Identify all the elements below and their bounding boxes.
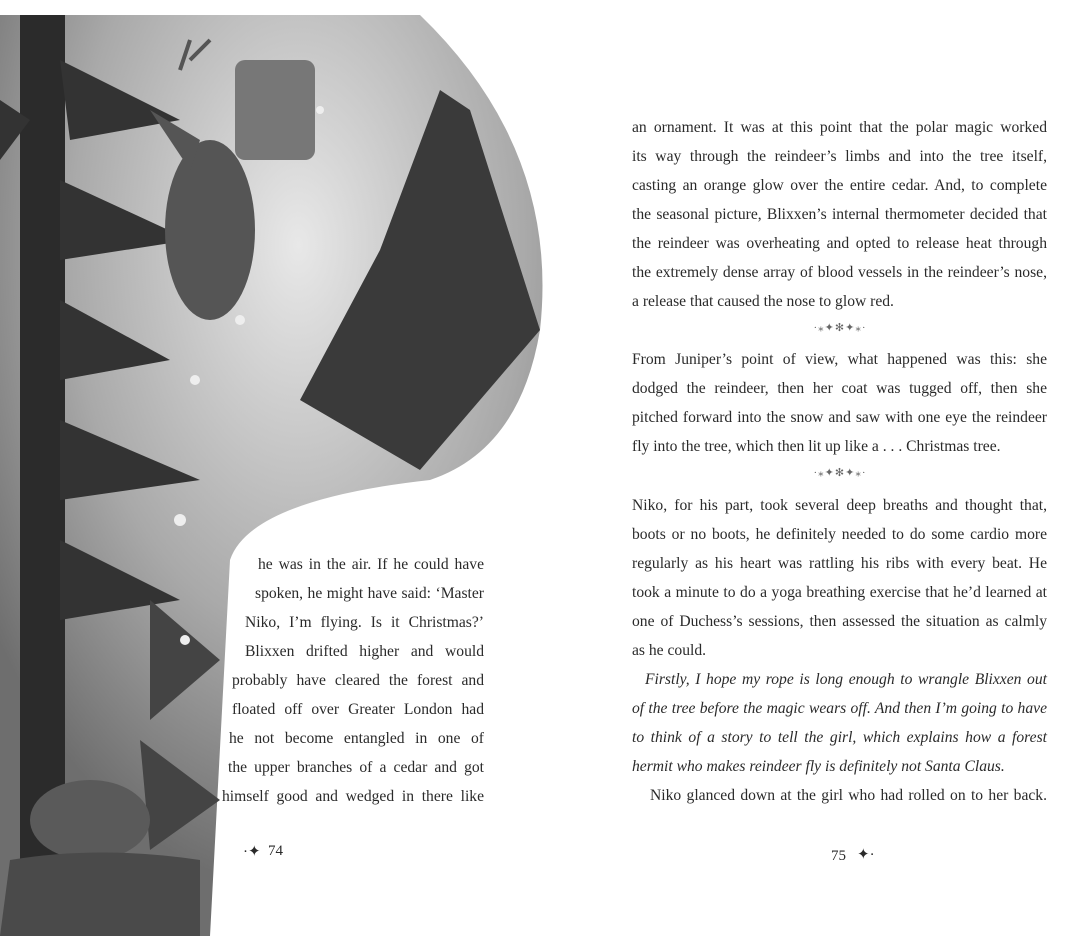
- text-line: its way through the reindeer’s limbs and into the tree itself,: [632, 148, 1047, 165]
- text-line: a release that caused the nose to glow red.: [632, 293, 894, 310]
- star-ornament-icon: ·✦: [243, 844, 261, 860]
- text-line: he not become entangled in one of: [229, 730, 484, 747]
- text-line: boots or no boots, he definitely needed to do some cardio more: [632, 526, 1047, 543]
- text-line: one of Duchess’s sessions, then assessed the situation as calmly: [632, 613, 1047, 630]
- text-line: Blixxen drifted higher and would: [245, 643, 484, 660]
- text-line-italic: hermit who makes reindeer fly is definitely not Santa Claus.: [632, 758, 1005, 775]
- text-line: pitched forward into the snow and saw with one eye the reindeer: [632, 409, 1047, 426]
- text-line: fly into the tree, which then lit up like a . . . Christmas tree.: [632, 438, 1001, 455]
- section-break-ornament: ·⁎✦✻✦⁎·: [813, 322, 867, 334]
- text-line: the reindeer was overheating and opted to release heat through: [632, 235, 1047, 252]
- star-ornament-icon: ✦·: [857, 847, 875, 863]
- text-line: dodged the reindeer, then her coat was tugged off, then she: [632, 380, 1047, 397]
- text-line-italic: to think of a story to tell the girl, which explains how a forest: [632, 729, 1047, 746]
- text-line: floated off over Greater London had: [232, 701, 484, 718]
- section-break-ornament: ·⁎✦✻✦⁎·: [813, 467, 867, 479]
- text-line: Niko glanced down at the girl who had rolled on to her back.: [650, 787, 1047, 804]
- text-line: took a minute to do a yoga breathing exercise that he’d learned at: [632, 584, 1047, 601]
- text-line: Niko, I’m flying. Is it Christmas?’: [245, 614, 484, 631]
- text-line: probably have cleared the forest and: [232, 672, 484, 689]
- text-line-italic: Firstly, I hope my rope is long enough to wrangle Blixxen out: [645, 671, 1047, 688]
- text-line: the extremely dense array of blood vessels in the reindeer’s nose,: [632, 264, 1047, 281]
- text-line: spoken, he might have said: ‘Master: [255, 585, 484, 602]
- text-line: casting an orange glow over the entire cedar. And, to complete: [632, 177, 1047, 194]
- text-line: Niko, for his part, took several deep breaths and thought that,: [632, 497, 1047, 514]
- text-line: he was in the air. If he could have: [258, 556, 484, 573]
- page-number: 75: [831, 848, 846, 864]
- text-line-italic: of the tree before the magic wears off. And then I’m going to have: [632, 700, 1047, 717]
- text-line: himself good and wedged in there like: [222, 788, 484, 805]
- text-line: the seasonal picture, Blixxen’s internal thermometer decided that: [632, 206, 1047, 223]
- text-line: From Juniper’s point of view, what happened was this: she: [632, 351, 1047, 368]
- text-line: an ornament. It was at this point that the polar magic worked: [632, 119, 1047, 136]
- page-number: 74: [268, 843, 283, 859]
- text-line: the upper branches of a cedar and got: [228, 759, 484, 776]
- text-line: regularly as his heart was rattling his ribs with every beat. He: [632, 555, 1047, 572]
- text-line: as he could.: [632, 642, 707, 659]
